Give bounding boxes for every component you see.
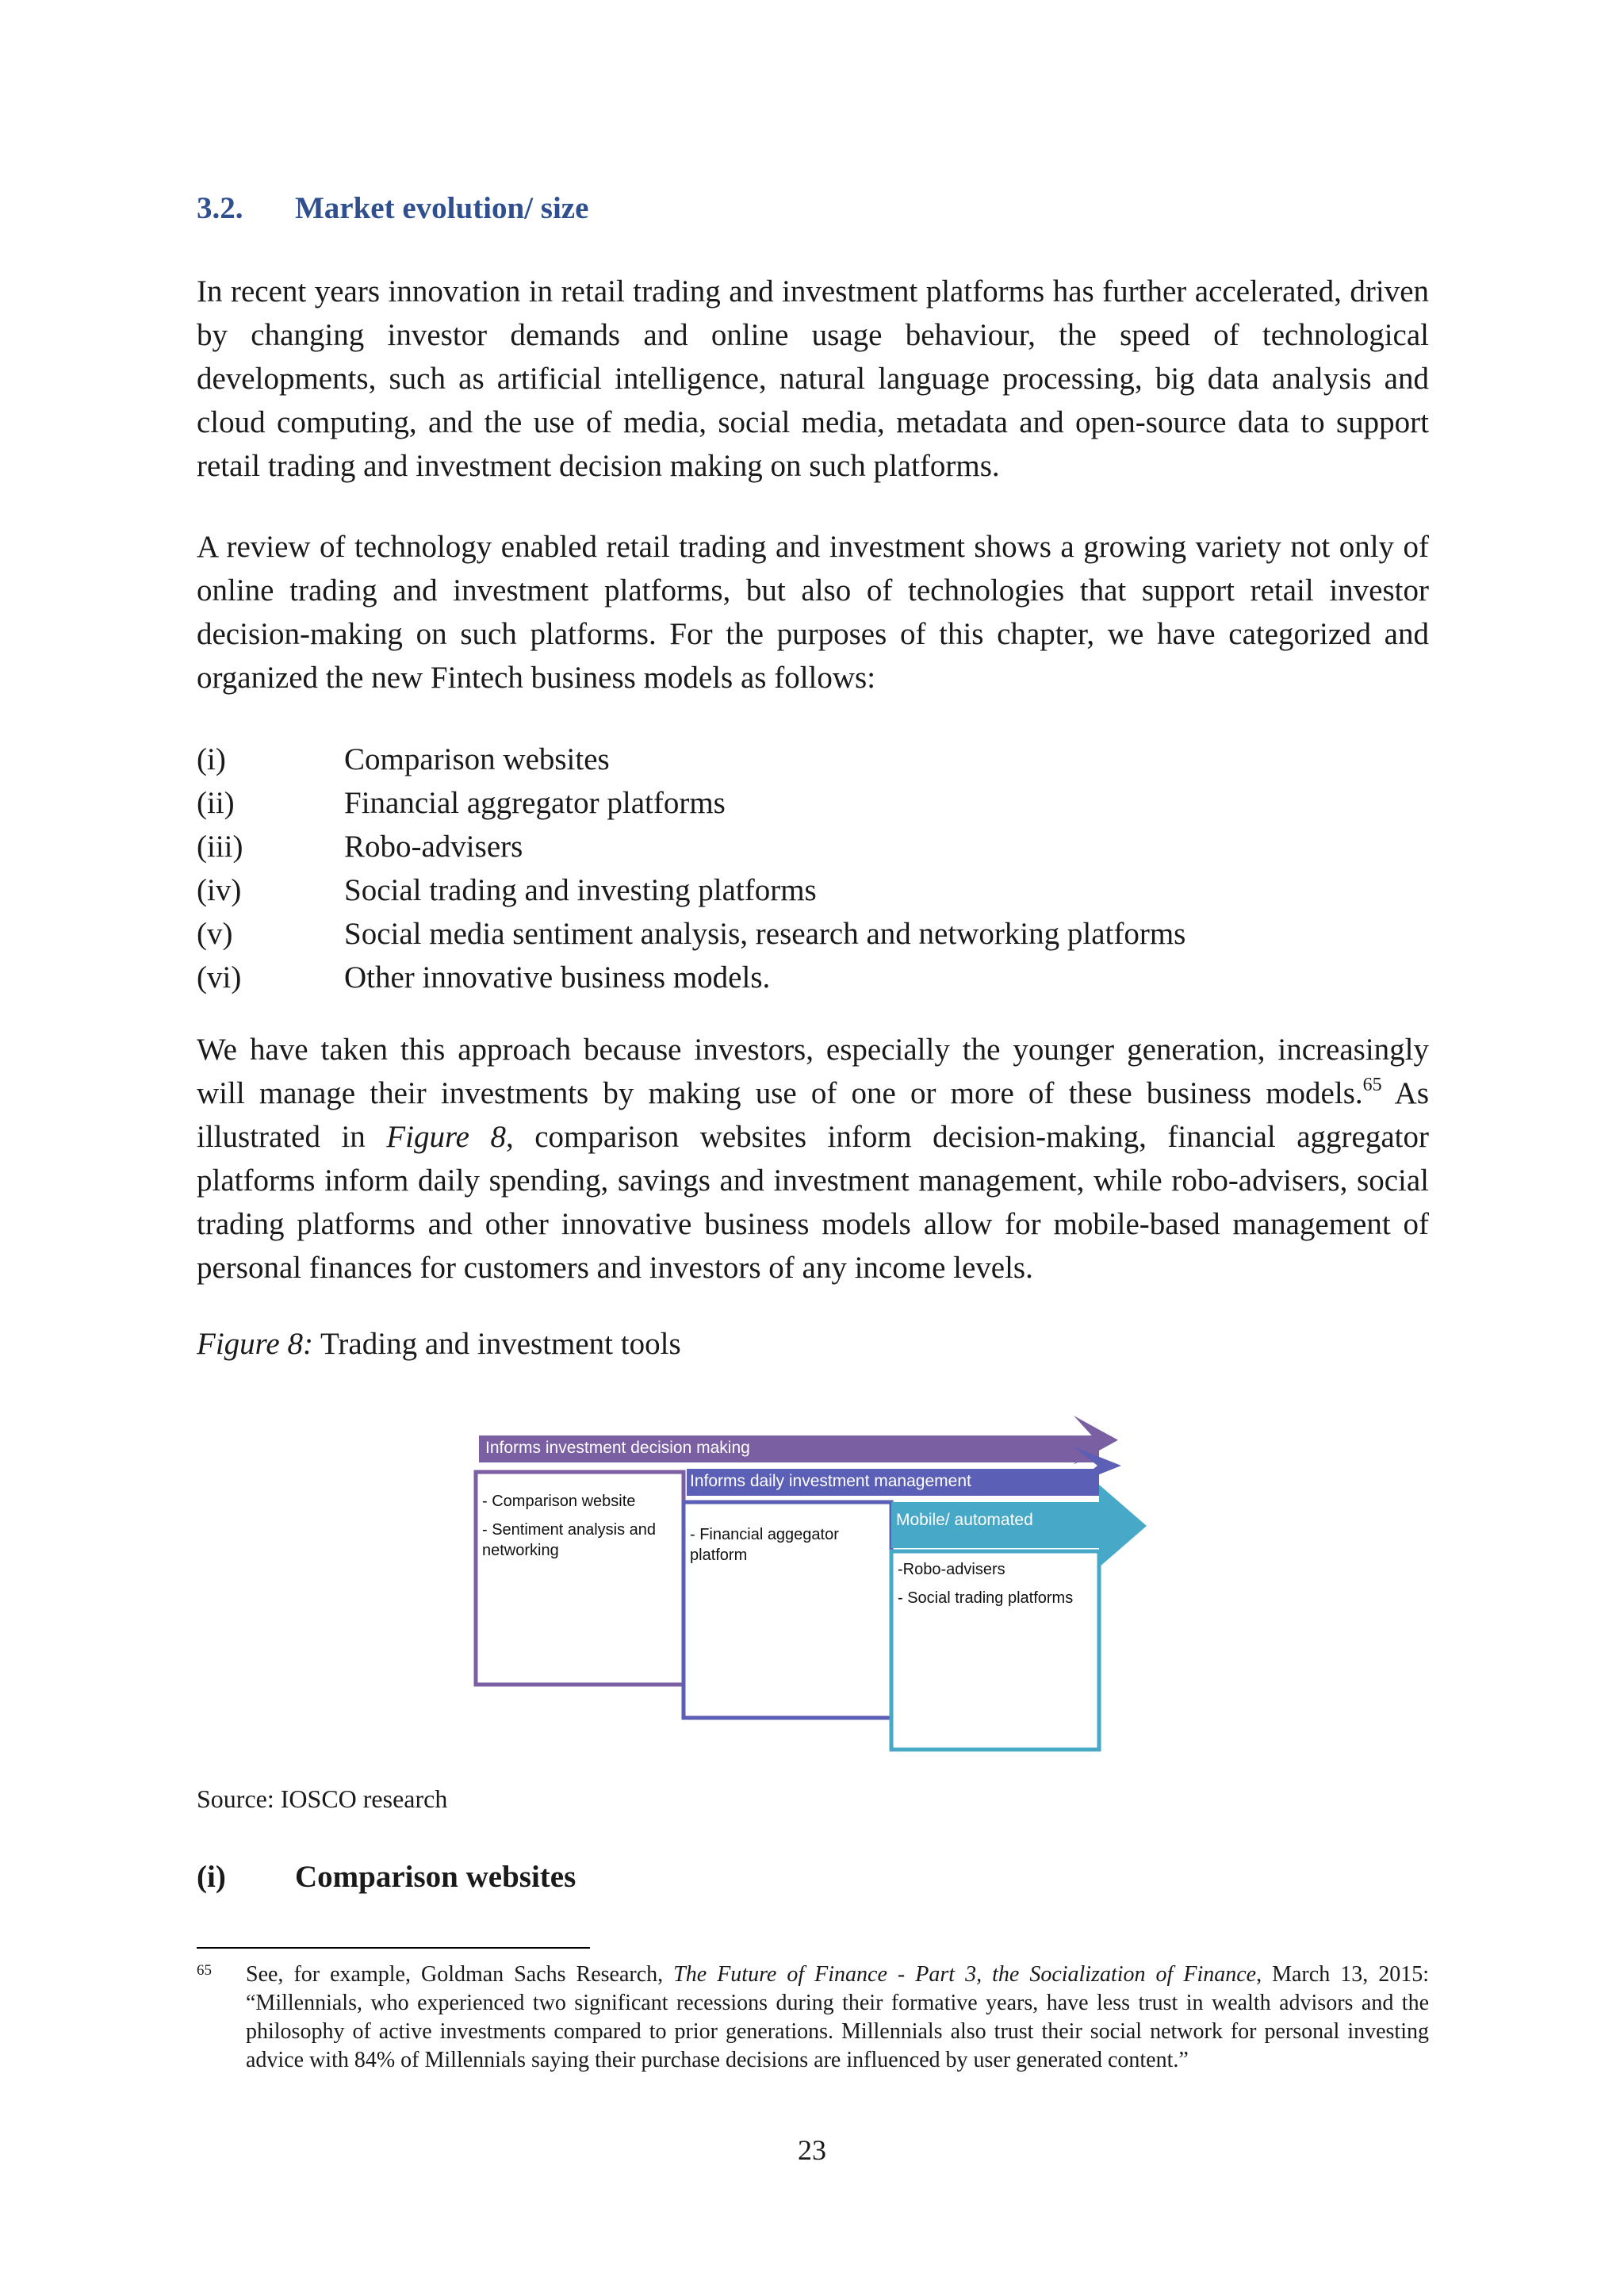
subsection-heading	[197, 1859, 576, 1895]
subsection-number: (i)	[197, 1860, 226, 1894]
subsection-title: Comparison websites	[295, 1860, 576, 1894]
section-title: Market evolution/ size	[295, 191, 589, 225]
section-number: 3.2.	[197, 191, 243, 225]
figure-ref: Figure 8	[386, 1120, 506, 1154]
figure-caption	[197, 1326, 681, 1362]
box-item: -Robo-advisers	[898, 1561, 1005, 1578]
footnote-ref[interactable]: 65	[1362, 1075, 1382, 1095]
list-item: (vi) Other innovative business models.	[197, 960, 771, 995]
footnote-text: See, for example, Goldman Sachs Research, The Future of Finance - Part 3, the Socialization of Finance, March 13, 2015: “Millennials, who experienced two significant recessions during their formative years, have less trust in wealth advisors and the philosophy of active investments compared to prior generations. Millennials also trust their social network for personal investing advice with 84% of Millennials saying their purchase decisions are influenced by user generated content.”	[246, 1962, 1430, 2072]
band-label-daily: Informs daily investment management	[690, 1472, 971, 1490]
page-number: 23	[798, 2134, 826, 2166]
box-item: - Social trading platforms	[898, 1589, 1074, 1607]
paragraph-review: A review of technology enabled retail trading and investment shows a growing variety not only of online trading and investment platforms, but also of technologies that support retail investor decision-making on such platforms. For the purposes of this chapter, we have categorized and organized the new Fintech business models as follows:	[197, 530, 1429, 695]
box-item: - Comparison website	[482, 1493, 636, 1510]
footnote-divider	[197, 1947, 590, 1949]
figure-title: Trading and investment tools	[312, 1327, 681, 1361]
paragraph-intro: In recent years innovation in retail trading and investment platforms has further accelerated, driven by changing investor demands and online usage behaviour, the speed of technological developments, such as artificial intelligence, natural language processing, big data analysis and cloud computing, and the use of media, social media, metadata and open-source data to support retail trading and investment decision making on such platforms.	[197, 274, 1429, 483]
list-item: (iii) Robo-advisers	[197, 830, 523, 864]
list-item: (v) Social media sentiment analysis, research and networking platforms	[197, 917, 1186, 951]
figure-source: Source: IOSCO research	[197, 1784, 448, 1813]
band-label-decision: Informs investment decision making	[485, 1439, 750, 1457]
list-item: (ii) Financial aggregator platforms	[197, 786, 726, 820]
business-model-list	[197, 738, 1429, 999]
figure-label: Figure 8:	[197, 1327, 313, 1361]
box-item: - Sentiment analysis and networking	[482, 1521, 657, 1559]
footnote-number: 65	[197, 1962, 212, 1979]
paragraph-approach: We have taken this approach because investors, especially the younger generation, increasingly will manage their investments by making use of one or more of these business models.$^{65}$ As illustrated in Figure 8, comparison websites inform decision-making, financial aggregator platforms inform daily spending, savings and investment management, while robo-advisers, social trading platforms and other innovative business models allow for mobile-based management of personal finances for customers and investors of any income levels.	[197, 1033, 1429, 1285]
box-mobile-automated	[891, 1551, 1099, 1750]
footnote	[197, 1961, 1429, 2075]
box-item: - Financial aggegator platform	[690, 1526, 839, 1564]
list-item: (iv) Social trading and investing platforms	[197, 873, 817, 907]
list-item: (i) Comparison websites	[197, 742, 610, 776]
section-heading	[197, 190, 588, 226]
band-label-mobile: Mobile/ automated	[896, 1511, 1033, 1529]
trading-tools-diagram	[468, 1412, 1166, 1753]
diagram-shapes	[468, 1412, 1166, 1753]
